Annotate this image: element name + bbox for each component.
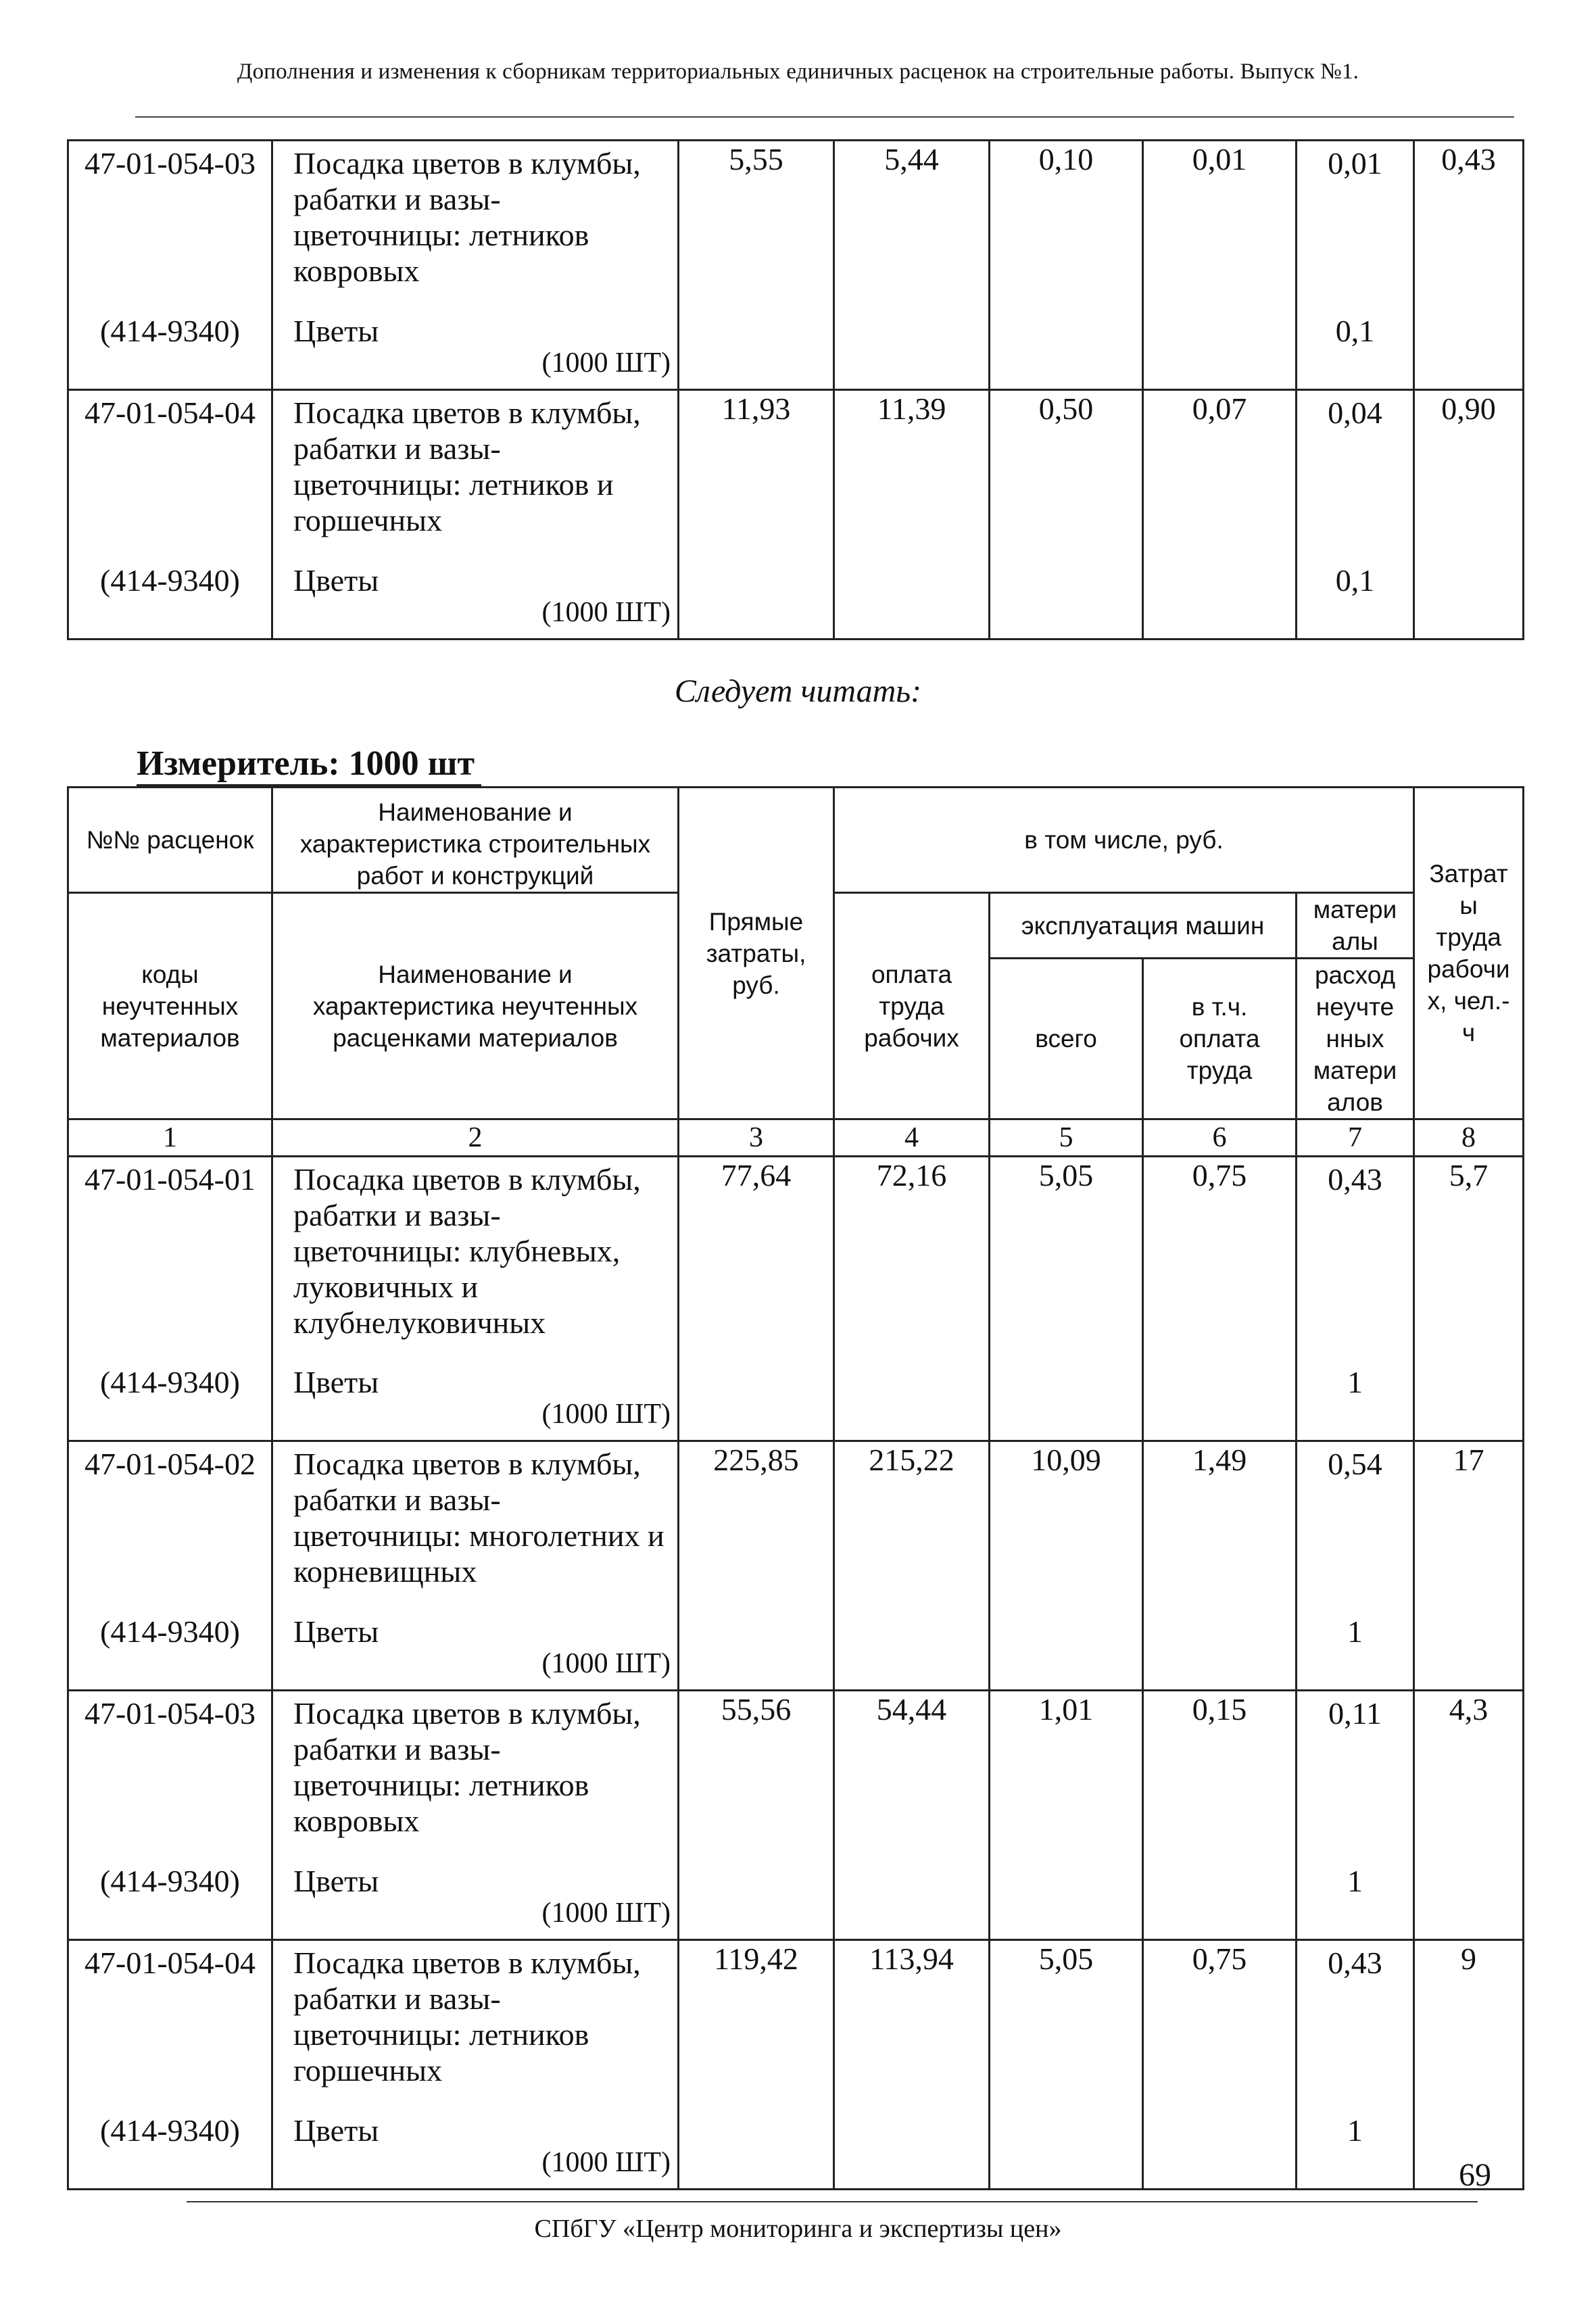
labor-pay: 11,39 <box>834 390 990 640</box>
material-code: (414-9340) <box>100 314 240 348</box>
machines-total: 5,05 <box>990 1157 1143 1441</box>
description-line: цветочницы: летников <box>293 1768 589 1802</box>
direct-costs: 5,55 <box>679 141 834 390</box>
material-name: Цветы <box>293 1365 379 1399</box>
column-number: 5 <box>990 1119 1143 1157</box>
description-line: горшечных <box>293 2053 443 2088</box>
rate-code: 47-01-054-04 <box>84 1946 256 1980</box>
materials-cell <box>1297 141 1414 390</box>
column-numbers-row <box>68 1119 1524 1157</box>
labor-pay: 54,44 <box>834 1691 990 1940</box>
header-including: в том числе, руб. <box>834 788 1414 893</box>
material-code: (414-9340) <box>100 563 240 598</box>
direct-costs: 119,42 <box>679 1940 834 2190</box>
machines-labor: 0,75 <box>1143 1157 1297 1441</box>
labor-cost: 5,7 <box>1414 1157 1524 1441</box>
rate-code-cell <box>68 1940 272 2190</box>
header-material-name: Наименование и характеристика неучтенных расценками материалов <box>272 893 679 1119</box>
header-machines: эксплуатация машин <box>990 893 1297 959</box>
description-line: цветочницы: многолетних и <box>293 1518 664 1553</box>
material-code: (414-9340) <box>100 2113 240 2148</box>
rate-code-cell <box>68 1441 272 1691</box>
materials-value: 0,04 <box>1328 395 1382 430</box>
description-cell <box>272 141 679 390</box>
rate-code: 47-01-054-01 <box>84 1162 256 1197</box>
correction-subtitle: Следует читать: <box>674 673 922 709</box>
description-line: рабатки и вазы- <box>293 182 501 216</box>
column-number: 4 <box>834 1119 990 1157</box>
running-header: Дополнения и изменения к сборникам территориальных единичных расценок на строительные работы. Выпуск №1. <box>237 59 1359 84</box>
description-line: цветочницы: летников и <box>293 467 614 502</box>
material-quantity: 1 <box>1347 1864 1363 1898</box>
machines-total: 10,09 <box>990 1441 1143 1691</box>
header-work-name: Наименование и характеристика строительных работ и конструкций <box>272 788 679 893</box>
materials-value: 0,11 <box>1328 1696 1382 1731</box>
header-labor-cost: Затрат ы труда рабочи х, чел.- ч <box>1414 788 1524 1119</box>
materials-cell <box>1297 1441 1414 1691</box>
rate-row <box>68 390 1524 640</box>
rate-code: 47-01-054-02 <box>84 1447 256 1481</box>
machines-labor: 0,07 <box>1143 390 1297 640</box>
column-number: 2 <box>272 1119 679 1157</box>
description-line: луковичных и <box>293 1270 479 1304</box>
labor-cost: 0,90 <box>1414 390 1524 640</box>
rate-row <box>68 141 1524 390</box>
rate-row <box>68 1157 1524 1441</box>
material-code: (414-9340) <box>100 1365 240 1399</box>
description-line: горшечных <box>293 503 443 537</box>
machines-total: 1,01 <box>990 1691 1143 1940</box>
materials-cell <box>1297 1940 1414 2190</box>
rate-code-cell <box>68 1157 272 1441</box>
column-number: 6 <box>1143 1119 1297 1157</box>
direct-costs: 55,56 <box>679 1691 834 1940</box>
description-cell <box>272 390 679 640</box>
measure-unit-heading: Измеритель: 1000 шт <box>137 744 475 783</box>
description-line: рабатки и вазы- <box>293 1981 501 2016</box>
description-line: цветочницы: клубневых, <box>293 1234 621 1268</box>
machines-labor: 0,15 <box>1143 1691 1297 1940</box>
material-name: Цветы <box>293 2113 379 2148</box>
rate-row <box>68 1940 1524 2190</box>
labor-cost: 0,43 <box>1414 141 1524 390</box>
material-code: (414-9340) <box>100 1864 240 1898</box>
labor-cost: 4,3 <box>1414 1691 1524 1940</box>
description-line: Посадка цветов в клумбы, <box>293 1946 641 1980</box>
description-line: рабатки и вазы- <box>293 1482 501 1517</box>
material-name: Цветы <box>293 314 379 348</box>
machines-total: 0,10 <box>990 141 1143 390</box>
material-name: Цветы <box>293 563 379 598</box>
material-unit: (1000 ШТ) <box>541 2147 671 2178</box>
rate-code-cell <box>68 1691 272 1940</box>
material-unit: (1000 ШТ) <box>541 1898 671 1929</box>
description-line: ковровых <box>293 1804 420 1838</box>
header-materials: матери алы <box>1297 893 1414 959</box>
materials-value: 0,43 <box>1328 1162 1382 1197</box>
description-line: корневищных <box>293 1554 477 1589</box>
materials-value: 0,43 <box>1328 1946 1382 1980</box>
materials-value: 0,54 <box>1328 1447 1382 1481</box>
material-quantity: 0,1 <box>1335 314 1375 348</box>
description-line: Посадка цветов в клумбы, <box>293 1696 641 1731</box>
labor-pay: 215,22 <box>834 1441 990 1691</box>
rate-code: 47-01-054-03 <box>84 146 256 180</box>
description-line: цветочницы: летников <box>293 218 589 252</box>
machines-labor: 0,01 <box>1143 141 1297 390</box>
machines-labor: 1,49 <box>1143 1441 1297 1691</box>
column-number: 8 <box>1414 1119 1524 1157</box>
materials-cell <box>1297 1691 1414 1940</box>
rate-code: 47-01-054-04 <box>84 395 256 430</box>
header-machines-labor: в т.ч. оплата труда <box>1143 959 1297 1119</box>
description-cell <box>272 1157 679 1441</box>
direct-costs: 77,64 <box>679 1157 834 1441</box>
description-line: ковровых <box>293 254 420 288</box>
material-name: Цветы <box>293 1864 379 1898</box>
material-unit: (1000 ШТ) <box>541 1399 671 1430</box>
header-machines-total: всего <box>990 959 1143 1119</box>
header-materials-consumption: расход неучте нных матери алов <box>1297 959 1414 1119</box>
description-line: Посадка цветов в клумбы, <box>293 1162 641 1197</box>
machines-total: 5,05 <box>990 1940 1143 2190</box>
old-rates-table <box>67 139 1524 640</box>
direct-costs: 11,93 <box>679 390 834 640</box>
column-number: 1 <box>68 1119 272 1157</box>
column-number: 7 <box>1297 1119 1414 1157</box>
description-line: Посадка цветов в клумбы, <box>293 395 641 430</box>
header-labor-pay: оплата труда рабочих <box>834 893 990 1119</box>
material-quantity: 1 <box>1347 1365 1363 1399</box>
header-rule <box>135 116 1514 118</box>
description-cell <box>272 1441 679 1691</box>
material-quantity: 1 <box>1347 2113 1363 2148</box>
material-unit: (1000 ШТ) <box>541 1648 671 1679</box>
description-line: рабатки и вазы- <box>293 1732 501 1766</box>
header-direct-costs: Прямые затраты, руб. <box>679 788 834 1119</box>
machines-labor: 0,75 <box>1143 1940 1297 2190</box>
column-number: 3 <box>679 1119 834 1157</box>
rate-code-cell <box>68 390 272 640</box>
labor-cost: 17 <box>1414 1441 1524 1691</box>
rate-row <box>68 1441 1524 1691</box>
description-cell <box>272 1940 679 2190</box>
direct-costs: 225,85 <box>679 1441 834 1691</box>
description-line: цветочницы: летников <box>293 2017 589 2052</box>
materials-value: 0,01 <box>1328 146 1382 180</box>
labor-pay: 113,94 <box>834 1940 990 2190</box>
materials-cell <box>1297 390 1414 640</box>
machines-total: 0,50 <box>990 390 1143 640</box>
labor-cost: 9 <box>1414 1940 1524 2190</box>
material-unit: (1000 ШТ) <box>541 347 671 379</box>
description-line: рабатки и вазы- <box>293 1198 501 1232</box>
labor-pay: 72,16 <box>834 1157 990 1441</box>
labor-pay: 5,44 <box>834 141 990 390</box>
material-quantity: 1 <box>1347 1614 1363 1649</box>
material-name: Цветы <box>293 1614 379 1649</box>
rate-row <box>68 1691 1524 1940</box>
description-line: клубнелуковичных <box>293 1305 546 1340</box>
material-code: (414-9340) <box>100 1614 240 1649</box>
material-unit: (1000 ШТ) <box>541 597 671 628</box>
description-line: Посадка цветов в клумбы, <box>293 1447 641 1481</box>
materials-cell <box>1297 1157 1414 1441</box>
footer-organization: СПбГУ «Центр мониторинга и экспертизы цен» <box>534 2215 1062 2243</box>
description-line: рабатки и вазы- <box>293 431 501 466</box>
corrected-rates-table <box>67 786 1524 2190</box>
header-material-codes: коды неучтенных материалов <box>68 893 272 1119</box>
description-cell <box>272 1691 679 1940</box>
material-quantity: 0,1 <box>1335 563 1375 598</box>
description-line: Посадка цветов в клумбы, <box>293 146 641 180</box>
header-rate-number: №№ расценок <box>68 788 272 893</box>
page-number: 69 <box>1459 2157 1491 2193</box>
rate-code: 47-01-054-03 <box>84 1696 256 1731</box>
rate-code-cell <box>68 141 272 390</box>
footer-rule <box>187 2201 1478 2202</box>
